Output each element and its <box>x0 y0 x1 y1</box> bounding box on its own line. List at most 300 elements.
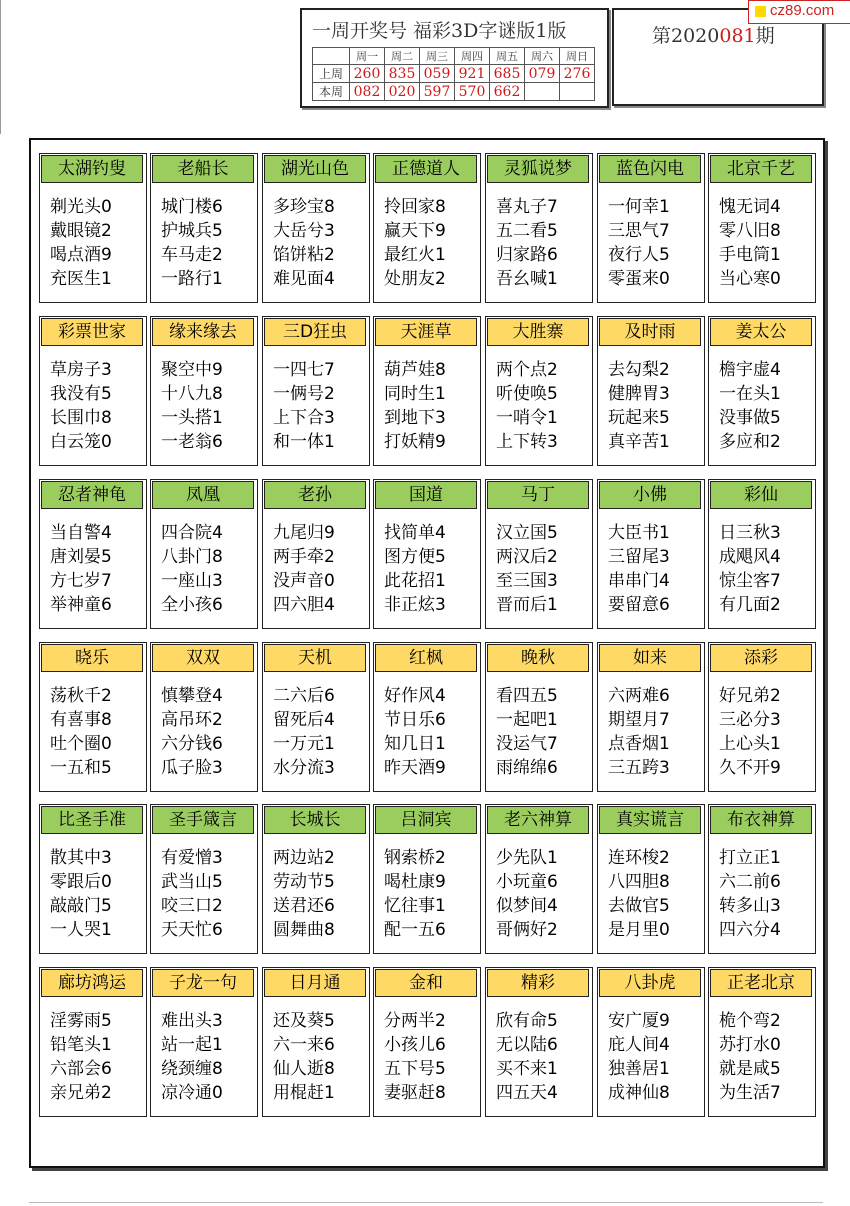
riddle-line: 就是咸5 <box>719 1059 781 1079</box>
weekly-draw-table <box>312 47 595 101</box>
row-label: 本周 <box>313 83 350 101</box>
riddle-line: 无以陆6 <box>496 1035 558 1055</box>
riddle-panel-title: 日月通 <box>264 969 366 997</box>
riddle-line: 两个点2 <box>496 360 558 380</box>
riddle-panel-title: 天机 <box>264 644 366 672</box>
riddle-panel-title: 如来 <box>599 644 701 672</box>
riddle-lines <box>50 358 146 454</box>
riddle-lines <box>273 521 369 617</box>
riddle-line: 三五跨3 <box>608 758 670 778</box>
riddle-line: 凉冷通0 <box>161 1083 223 1103</box>
riddle-lines <box>496 846 592 942</box>
riddle-line: 还及葵5 <box>273 1011 335 1031</box>
riddle-line: 多珍宝8 <box>273 197 335 217</box>
riddle-lines <box>273 846 369 942</box>
riddle-line: 难见面4 <box>273 269 335 289</box>
riddle-line: 点香烟1 <box>608 734 670 754</box>
riddle-line: 喜丸子7 <box>496 197 558 217</box>
draw-number: 276 <box>560 65 595 83</box>
riddle-line: 昨天酒9 <box>384 758 446 778</box>
riddle-panel-title: 红枫 <box>375 644 477 672</box>
riddle-line: 戴眼镜2 <box>50 221 112 241</box>
riddle-line: 二六后6 <box>273 686 335 706</box>
riddle-line: 一老翁6 <box>161 432 223 452</box>
riddle-line: 三思气7 <box>608 221 670 241</box>
riddle-line: 成神仙8 <box>608 1083 670 1103</box>
riddle-panel <box>373 804 481 954</box>
riddle-panel <box>485 804 593 954</box>
draw-number: 079 <box>525 65 560 83</box>
riddle-line: 六两难6 <box>608 686 670 706</box>
riddle-panel-title: 廊坊鸿运 <box>41 969 143 997</box>
riddle-line: 仙人逝8 <box>273 1059 335 1079</box>
riddle-line: 多应和2 <box>719 432 781 452</box>
riddle-panel <box>373 967 481 1117</box>
riddle-panel-title: 圣手箴言 <box>152 806 254 834</box>
riddle-line: 馅饼粘2 <box>273 245 335 265</box>
riddle-line: 图方便5 <box>384 547 446 567</box>
riddle-panel <box>39 967 147 1117</box>
riddle-line: 三必分3 <box>719 710 781 730</box>
riddle-line: 打立正1 <box>719 848 781 868</box>
riddle-panel-title: 太湖钓叟 <box>41 155 143 183</box>
riddle-line: 拎回家8 <box>384 197 446 217</box>
riddle-line: 喝杜康9 <box>384 872 446 892</box>
riddle-line: 桅个弯2 <box>719 1011 781 1031</box>
riddle-panel-title: 蓝色闪电 <box>599 155 701 183</box>
riddle-lines <box>719 521 815 617</box>
riddle-lines <box>719 1009 815 1105</box>
riddle-panel <box>262 153 370 303</box>
draw-number: 835 <box>385 65 420 83</box>
riddle-line: 我没有5 <box>50 384 112 404</box>
riddle-line: 大臣书1 <box>608 523 670 543</box>
riddle-line: 好兄弟2 <box>719 686 781 706</box>
riddle-line: 圆舞曲8 <box>273 920 335 940</box>
riddle-line: 欣有命5 <box>496 1011 558 1031</box>
riddle-line: 去勾梨2 <box>608 360 670 380</box>
riddle-line: 一路行1 <box>161 269 223 289</box>
riddle-lines <box>273 195 369 291</box>
riddle-line: 一四七7 <box>273 360 335 380</box>
riddle-line: 健脾胃3 <box>608 384 670 404</box>
draw-number: 597 <box>420 83 455 101</box>
riddle-panel-title: 双双 <box>152 644 254 672</box>
riddle-panel-title: 彩票世家 <box>41 318 143 346</box>
riddle-line: 和一体1 <box>273 432 335 452</box>
riddle-line: 一五和5 <box>50 758 112 778</box>
riddle-lines <box>496 358 592 454</box>
riddle-panel <box>39 153 147 303</box>
riddle-lines <box>273 684 369 780</box>
riddle-panel <box>597 642 705 792</box>
riddle-line: 六二前6 <box>719 872 781 892</box>
riddle-line: 全小孩6 <box>161 595 223 615</box>
riddle-line: 水分流3 <box>273 758 335 778</box>
riddle-panel <box>708 804 816 954</box>
riddle-line: 到地下3 <box>384 408 446 428</box>
riddle-line: 慎攀登4 <box>161 686 223 706</box>
riddle-line: 真辛苦1 <box>608 432 670 452</box>
riddle-panel-title: 比圣手准 <box>41 806 143 834</box>
riddle-panel-title: 真实谎言 <box>599 806 701 834</box>
issue-number: 081 <box>719 25 756 47</box>
riddle-line: 小玩童6 <box>496 872 558 892</box>
riddle-line: 站一起1 <box>161 1035 223 1055</box>
riddle-line: 檐宇虚4 <box>719 360 781 380</box>
riddle-line: 绕颈缠8 <box>161 1059 223 1079</box>
riddle-lines <box>50 195 146 291</box>
riddle-line: 去做官5 <box>608 896 670 916</box>
riddle-line: 白云笼0 <box>50 432 112 452</box>
riddle-line: 四六胆4 <box>273 595 335 615</box>
riddle-panel <box>39 479 147 629</box>
riddle-line: 没运气7 <box>496 734 558 754</box>
draw-number: 260 <box>350 65 385 83</box>
riddle-lines <box>384 521 480 617</box>
riddle-panel <box>262 316 370 466</box>
riddle-line: 处朋友2 <box>384 269 446 289</box>
day-header: 周三 <box>420 48 455 65</box>
riddle-line: 配一五6 <box>384 920 446 940</box>
riddle-panel-title: 湖光山色 <box>264 155 366 183</box>
riddle-panel <box>708 316 816 466</box>
draw-number: 662 <box>490 83 525 101</box>
riddle-line: 赢天下9 <box>384 221 446 241</box>
site-watermark[interactable] <box>748 0 850 24</box>
riddle-line: 苏打水0 <box>719 1035 781 1055</box>
riddle-line: 零蛋来0 <box>608 269 670 289</box>
riddle-panel-title: 忍者神龟 <box>41 481 143 509</box>
riddle-line: 一何幸1 <box>608 197 670 217</box>
riddle-panel-title: 八卦虎 <box>599 969 701 997</box>
riddle-line: 高吊环2 <box>161 710 223 730</box>
riddle-lines <box>608 358 704 454</box>
riddle-line: 买不来1 <box>496 1059 558 1079</box>
riddle-line: 八卦门8 <box>161 547 223 567</box>
riddle-panel-title: 凤凰 <box>152 481 254 509</box>
riddle-panel <box>597 153 705 303</box>
riddle-line: 成飓风4 <box>719 547 781 567</box>
corner-cell <box>313 48 350 65</box>
riddle-line: 天天忙6 <box>161 920 223 940</box>
riddle-lines <box>161 195 257 291</box>
riddle-line: 两汉后2 <box>496 547 558 567</box>
riddle-line: 妻驱赶8 <box>384 1083 446 1103</box>
riddle-lines <box>608 521 704 617</box>
riddle-line: 非正炫3 <box>384 595 446 615</box>
riddle-line: 十八九8 <box>161 384 223 404</box>
riddle-panel <box>485 153 593 303</box>
riddle-lines <box>50 846 146 942</box>
riddle-line: 没声音0 <box>273 571 335 591</box>
riddle-line: 车马走2 <box>161 245 223 265</box>
riddle-line: 最红火1 <box>384 245 446 265</box>
riddle-line: 留死后4 <box>273 710 335 730</box>
riddle-line: 瓜子脸3 <box>161 758 223 778</box>
riddle-line: 小孩儿6 <box>384 1035 446 1055</box>
riddle-panel <box>262 804 370 954</box>
riddle-lines <box>608 195 704 291</box>
riddle-line: 似梦间4 <box>496 896 558 916</box>
site-logo-square-icon <box>755 6 766 17</box>
riddle-line: 庇人间4 <box>608 1035 670 1055</box>
riddle-lines <box>161 846 257 942</box>
row-label: 上周 <box>313 65 350 83</box>
riddle-panel-title: 晚秋 <box>487 644 589 672</box>
draw-number <box>560 83 595 101</box>
riddle-panel <box>150 967 258 1117</box>
riddle-line: 安广厦9 <box>608 1011 670 1031</box>
riddle-line: 上下转3 <box>496 432 558 452</box>
riddle-line: 连环梭2 <box>608 848 670 868</box>
days-row <box>313 48 595 65</box>
riddle-line: 三留尾3 <box>608 547 670 567</box>
riddle-lines <box>161 1009 257 1105</box>
riddle-line: 城门楼6 <box>161 197 223 217</box>
riddle-line: 串串门4 <box>608 571 670 591</box>
riddle-line: 当心寒0 <box>719 269 781 289</box>
riddle-line: 为生活7 <box>719 1083 781 1103</box>
riddle-line: 有爱憎3 <box>161 848 223 868</box>
riddle-panel-title: 缘来缘去 <box>152 318 254 346</box>
riddle-line: 一俩号2 <box>273 384 335 404</box>
riddle-lines <box>719 358 815 454</box>
riddle-line: 聚空中9 <box>161 360 223 380</box>
riddle-line: 零八旧8 <box>719 221 781 241</box>
riddle-line: 一人哭1 <box>50 920 112 940</box>
riddle-panel <box>150 153 258 303</box>
last-week-row <box>313 65 595 83</box>
riddle-line: 汉立国5 <box>496 523 558 543</box>
riddle-panel <box>262 642 370 792</box>
riddle-lines <box>608 684 704 780</box>
riddle-line: 一座山3 <box>161 571 223 591</box>
riddle-panel <box>485 967 593 1117</box>
riddle-line: 吾幺喊1 <box>496 269 558 289</box>
draw-number <box>525 83 560 101</box>
riddle-line: 日三秋3 <box>719 523 781 543</box>
riddle-lines <box>50 684 146 780</box>
weekly-draw-title: 一周开奖号 福彩3D字谜版1版 <box>312 20 567 42</box>
riddle-line: 惊尘客7 <box>719 571 781 591</box>
riddle-line: 充医生1 <box>50 269 112 289</box>
riddle-panel-title: 彩仙 <box>710 481 812 509</box>
riddle-line: 节日乐6 <box>384 710 446 730</box>
riddle-line: 大岳兮3 <box>273 221 335 241</box>
riddle-line: 六一来6 <box>273 1035 335 1055</box>
riddle-panel-title: 老六神算 <box>487 806 589 834</box>
riddle-lines <box>719 684 815 780</box>
riddle-panel-title: 大胜寨 <box>487 318 589 346</box>
riddle-panel <box>597 479 705 629</box>
riddle-lines <box>719 846 815 942</box>
riddle-line: 当自警4 <box>50 523 112 543</box>
riddle-line: 是月里0 <box>608 920 670 940</box>
riddle-panel <box>597 967 705 1117</box>
riddle-panel <box>262 967 370 1117</box>
riddle-panel <box>708 479 816 629</box>
riddle-line: 少先队1 <box>496 848 558 868</box>
riddle-panel-title: 姜太公 <box>710 318 812 346</box>
riddle-line: 五下号5 <box>384 1059 446 1079</box>
riddle-line: 劳动节5 <box>273 872 335 892</box>
riddle-line: 一在头1 <box>719 384 781 404</box>
day-header: 周一 <box>350 48 385 65</box>
riddle-line: 咬三口2 <box>161 896 223 916</box>
issue-suffix: 期 <box>755 25 775 47</box>
riddle-line: 上心头1 <box>719 734 781 754</box>
riddle-lines <box>384 195 480 291</box>
riddle-lines <box>384 846 480 942</box>
riddle-panel-title: 布衣神算 <box>710 806 812 834</box>
riddle-line: 没事做5 <box>719 408 781 428</box>
riddle-lines <box>161 358 257 454</box>
riddle-panel-title: 小佛 <box>599 481 701 509</box>
draw-number: 082 <box>350 83 385 101</box>
day-header: 周二 <box>385 48 420 65</box>
riddle-panel-title: 老船长 <box>152 155 254 183</box>
riddle-line: 淫雾雨5 <box>50 1011 112 1031</box>
riddle-panel <box>708 967 816 1117</box>
riddle-line: 一哨令1 <box>496 408 558 428</box>
riddle-line: 四合院4 <box>161 523 223 543</box>
riddle-panel <box>39 316 147 466</box>
riddle-line: 夜行人5 <box>608 245 670 265</box>
riddle-line: 两手牵2 <box>273 547 335 567</box>
riddle-panel <box>485 642 593 792</box>
riddle-line: 期望月7 <box>608 710 670 730</box>
riddle-panel <box>150 479 258 629</box>
riddle-line: 玩起来5 <box>608 408 670 428</box>
riddle-line: 葫芦娃8 <box>384 360 446 380</box>
riddle-lines <box>496 195 592 291</box>
riddle-panel-title: 灵狐说梦 <box>487 155 589 183</box>
riddle-lines <box>496 684 592 780</box>
riddle-line: 六部会6 <box>50 1059 112 1079</box>
riddle-line: 钢索桥2 <box>384 848 446 868</box>
riddle-lines <box>496 1009 592 1105</box>
riddle-lines <box>384 684 480 780</box>
day-header: 周日 <box>560 48 595 65</box>
riddle-panel <box>485 479 593 629</box>
draw-number: 685 <box>490 65 525 83</box>
issue-prefix: 第2020 <box>652 25 720 47</box>
riddle-line: 一起吧1 <box>496 710 558 730</box>
riddle-panel-title: 马丁 <box>487 481 589 509</box>
riddle-line: 转多山3 <box>719 896 781 916</box>
riddle-panel-title: 正老北京 <box>710 969 812 997</box>
riddle-panel <box>597 804 705 954</box>
riddle-line: 送君还6 <box>273 896 335 916</box>
riddle-lines <box>608 846 704 942</box>
riddle-panel-title: 添彩 <box>710 644 812 672</box>
day-header: 周六 <box>525 48 560 65</box>
riddle-line: 剃光头0 <box>50 197 112 217</box>
riddle-panel-title: 精彩 <box>487 969 589 997</box>
site-watermark-text: cz89.com <box>770 2 835 19</box>
riddle-line: 找简单4 <box>384 523 446 543</box>
riddle-line: 有喜事8 <box>50 710 112 730</box>
riddle-line: 独善居1 <box>608 1059 670 1079</box>
draw-number: 059 <box>420 65 455 83</box>
riddle-line: 零跟后0 <box>50 872 112 892</box>
riddle-line: 分两半2 <box>384 1011 446 1031</box>
riddle-lines <box>161 521 257 617</box>
issue-label <box>652 21 775 48</box>
riddle-line: 九尾归9 <box>273 523 335 543</box>
riddle-lines <box>719 195 815 291</box>
riddle-line: 听使唤5 <box>496 384 558 404</box>
riddle-line: 唐刘晏5 <box>50 547 112 567</box>
riddle-line: 长围巾8 <box>50 408 112 428</box>
riddle-line: 举神童6 <box>50 595 112 615</box>
riddle-lines <box>496 521 592 617</box>
riddle-lines <box>384 358 480 454</box>
riddle-line: 散其中3 <box>50 848 112 868</box>
riddle-line: 一万元1 <box>273 734 335 754</box>
riddle-line: 手电筒1 <box>719 245 781 265</box>
riddle-panel-title: 晓乐 <box>41 644 143 672</box>
bottom-divider <box>29 1202 823 1203</box>
riddle-line: 四六分4 <box>719 920 781 940</box>
riddle-panel-title: 天涯草 <box>375 318 477 346</box>
riddle-panel <box>262 479 370 629</box>
riddle-line: 要留意6 <box>608 595 670 615</box>
riddle-panel-title: 子龙一句 <box>152 969 254 997</box>
day-header: 周四 <box>455 48 490 65</box>
left-edge-line <box>0 0 1 134</box>
riddle-line: 吐个圈0 <box>50 734 112 754</box>
riddle-panel <box>150 804 258 954</box>
riddle-lines <box>384 1009 480 1105</box>
riddle-panel <box>373 642 481 792</box>
riddle-lines <box>50 1009 146 1105</box>
riddle-lines <box>161 684 257 780</box>
riddle-line: 亲兄弟2 <box>50 1083 112 1103</box>
riddle-line: 知几日1 <box>384 734 446 754</box>
riddle-panel-title: 国道 <box>375 481 477 509</box>
riddle-line: 好作风4 <box>384 686 446 706</box>
riddle-panel-title: 长城长 <box>264 806 366 834</box>
riddle-grid-frame <box>29 138 825 1168</box>
riddle-line: 哥俩好2 <box>496 920 558 940</box>
riddle-panel <box>150 316 258 466</box>
riddle-line: 草房子3 <box>50 360 112 380</box>
riddle-line: 一头搭1 <box>161 408 223 428</box>
riddle-panel <box>150 642 258 792</box>
riddle-line: 归家路6 <box>496 245 558 265</box>
riddle-line: 愧无词4 <box>719 197 781 217</box>
riddle-lines <box>608 1009 704 1105</box>
riddle-line: 难出头3 <box>161 1011 223 1031</box>
riddle-panel <box>373 316 481 466</box>
riddle-line: 护城兵5 <box>161 221 223 241</box>
riddle-line: 此花招1 <box>384 571 446 591</box>
riddle-line: 同时生1 <box>384 384 446 404</box>
draw-number: 020 <box>385 83 420 101</box>
riddle-panel-title: 老孙 <box>264 481 366 509</box>
riddle-panel-title: 北京千艺 <box>710 155 812 183</box>
riddle-line: 五二看5 <box>496 221 558 241</box>
riddle-panel-title: 正德道人 <box>375 155 477 183</box>
riddle-panel <box>39 804 147 954</box>
draw-number: 570 <box>455 83 490 101</box>
riddle-panel <box>373 479 481 629</box>
riddle-line: 用棍赶1 <box>273 1083 335 1103</box>
riddle-line: 有几面2 <box>719 595 781 615</box>
riddle-panel <box>597 316 705 466</box>
